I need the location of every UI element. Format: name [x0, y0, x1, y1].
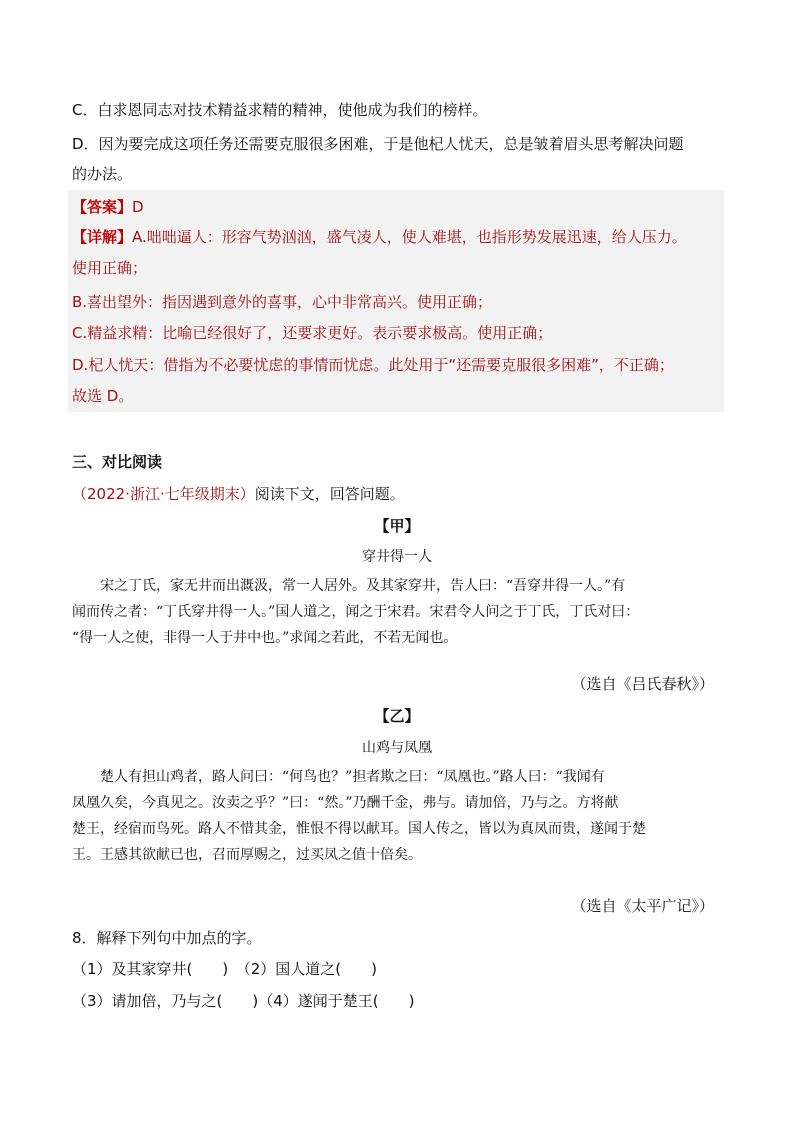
- detail-line-a: [72, 227, 687, 247]
- passage-b-line3: 楚王，经宿而鸟死。路人不惜其金，惟恨不得以献耳。国人传之，皆以为真凤而贵，遂闻于楚: [72, 821, 646, 837]
- detail-label: 【详解】: [72, 228, 133, 246]
- detail-a-cont: 使用正确；: [72, 259, 148, 277]
- answer-line: [72, 197, 144, 217]
- passage-a-line1: 宋之丁氏，家无井而出溉汲，常一人居外。及其家穿井，告人曰：“吾穿井得一人。”有: [100, 578, 626, 594]
- passage-a-marker: 【甲】: [374, 517, 420, 535]
- question-8-row2: （3）请加倍，乃与之( )（4）遂闻于楚王( ): [72, 992, 415, 1010]
- question-8-prompt: 8．解释下列句中加点的字。: [72, 929, 262, 947]
- answer-value: D: [132, 198, 144, 216]
- passage-a-title: 穿井得一人: [362, 549, 432, 565]
- detail-a-text: A.咄咄逼人：形容气势汹汹，盛气凌人，使人难堪，也指形势发展迅速，给人压力。: [132, 228, 687, 246]
- source-tag: （2022·浙江·七年级期末）: [72, 485, 255, 503]
- section-instruction: 阅读下文，回答问题。: [254, 485, 405, 503]
- passage-b-title: 山鸡与凤凰: [362, 740, 432, 756]
- option-c: C．白求恩同志对技术精益求精的精神，使他成为我们的榜样。: [72, 101, 488, 119]
- section-intro: [72, 484, 405, 504]
- option-d-line1: D．因为要完成这项任务还需要克服很多困难，于是他杞人忧天，总是皱着眉头思考解决问题: [72, 135, 684, 153]
- passage-a-line3: “得一人之使，非得一人于井中也。”求闻之若此，不若无闻也。: [72, 630, 458, 646]
- answer-label: 【答案】: [72, 198, 133, 216]
- passage-a-source: （选自《吕氏春秋》）: [571, 675, 714, 693]
- passage-b-line4: 王。王感其欲献已也，召而厚赐之，过买凤之值十倍矣。: [72, 847, 422, 863]
- option-d-line2: 的办法。: [72, 165, 133, 183]
- passage-b-line2: 凤凰久矣，今真见之。汝卖之乎？”曰：“然。”乃酬千金，弗与。请加倍，乃与之。方将献: [72, 795, 619, 811]
- question-8-row1: （1）及其家穿井( ) （2）国人道之( ): [72, 960, 377, 978]
- passage-b-source: （选自《太平广记》）: [571, 897, 714, 915]
- detail-d: D.杞人忧天：借指为不必要忧虑的事情而忧虑。此处用于“还需要克服很多困难”，不正确；: [72, 356, 674, 374]
- detail-c: C.精益求精：比喻已经很好了，还要求更好。表示要求极高。使用正确；: [72, 324, 553, 342]
- answer-conclusion: 故选 D。: [72, 387, 134, 405]
- detail-b: B.喜出望外：指因遇到意外的喜事，心中非常高兴。使用正确；: [72, 293, 493, 311]
- passage-b-marker: 【乙】: [374, 707, 420, 725]
- passage-b-line1: 楚人有担山鸡者，路人问曰：“何鸟也？”担者欺之曰：“凤凰也。”路人曰：“我闻有: [100, 769, 605, 785]
- passage-a-body: [72, 573, 726, 651]
- passage-b-body: [72, 764, 726, 868]
- passage-a-line2: 闻而传之者：“丁氏穿井得一人。”国人道之，闻之于宋君。宋君令人问之于丁氏，丁氏对曰：: [72, 604, 640, 620]
- section-heading: 三、对比阅读: [72, 453, 163, 471]
